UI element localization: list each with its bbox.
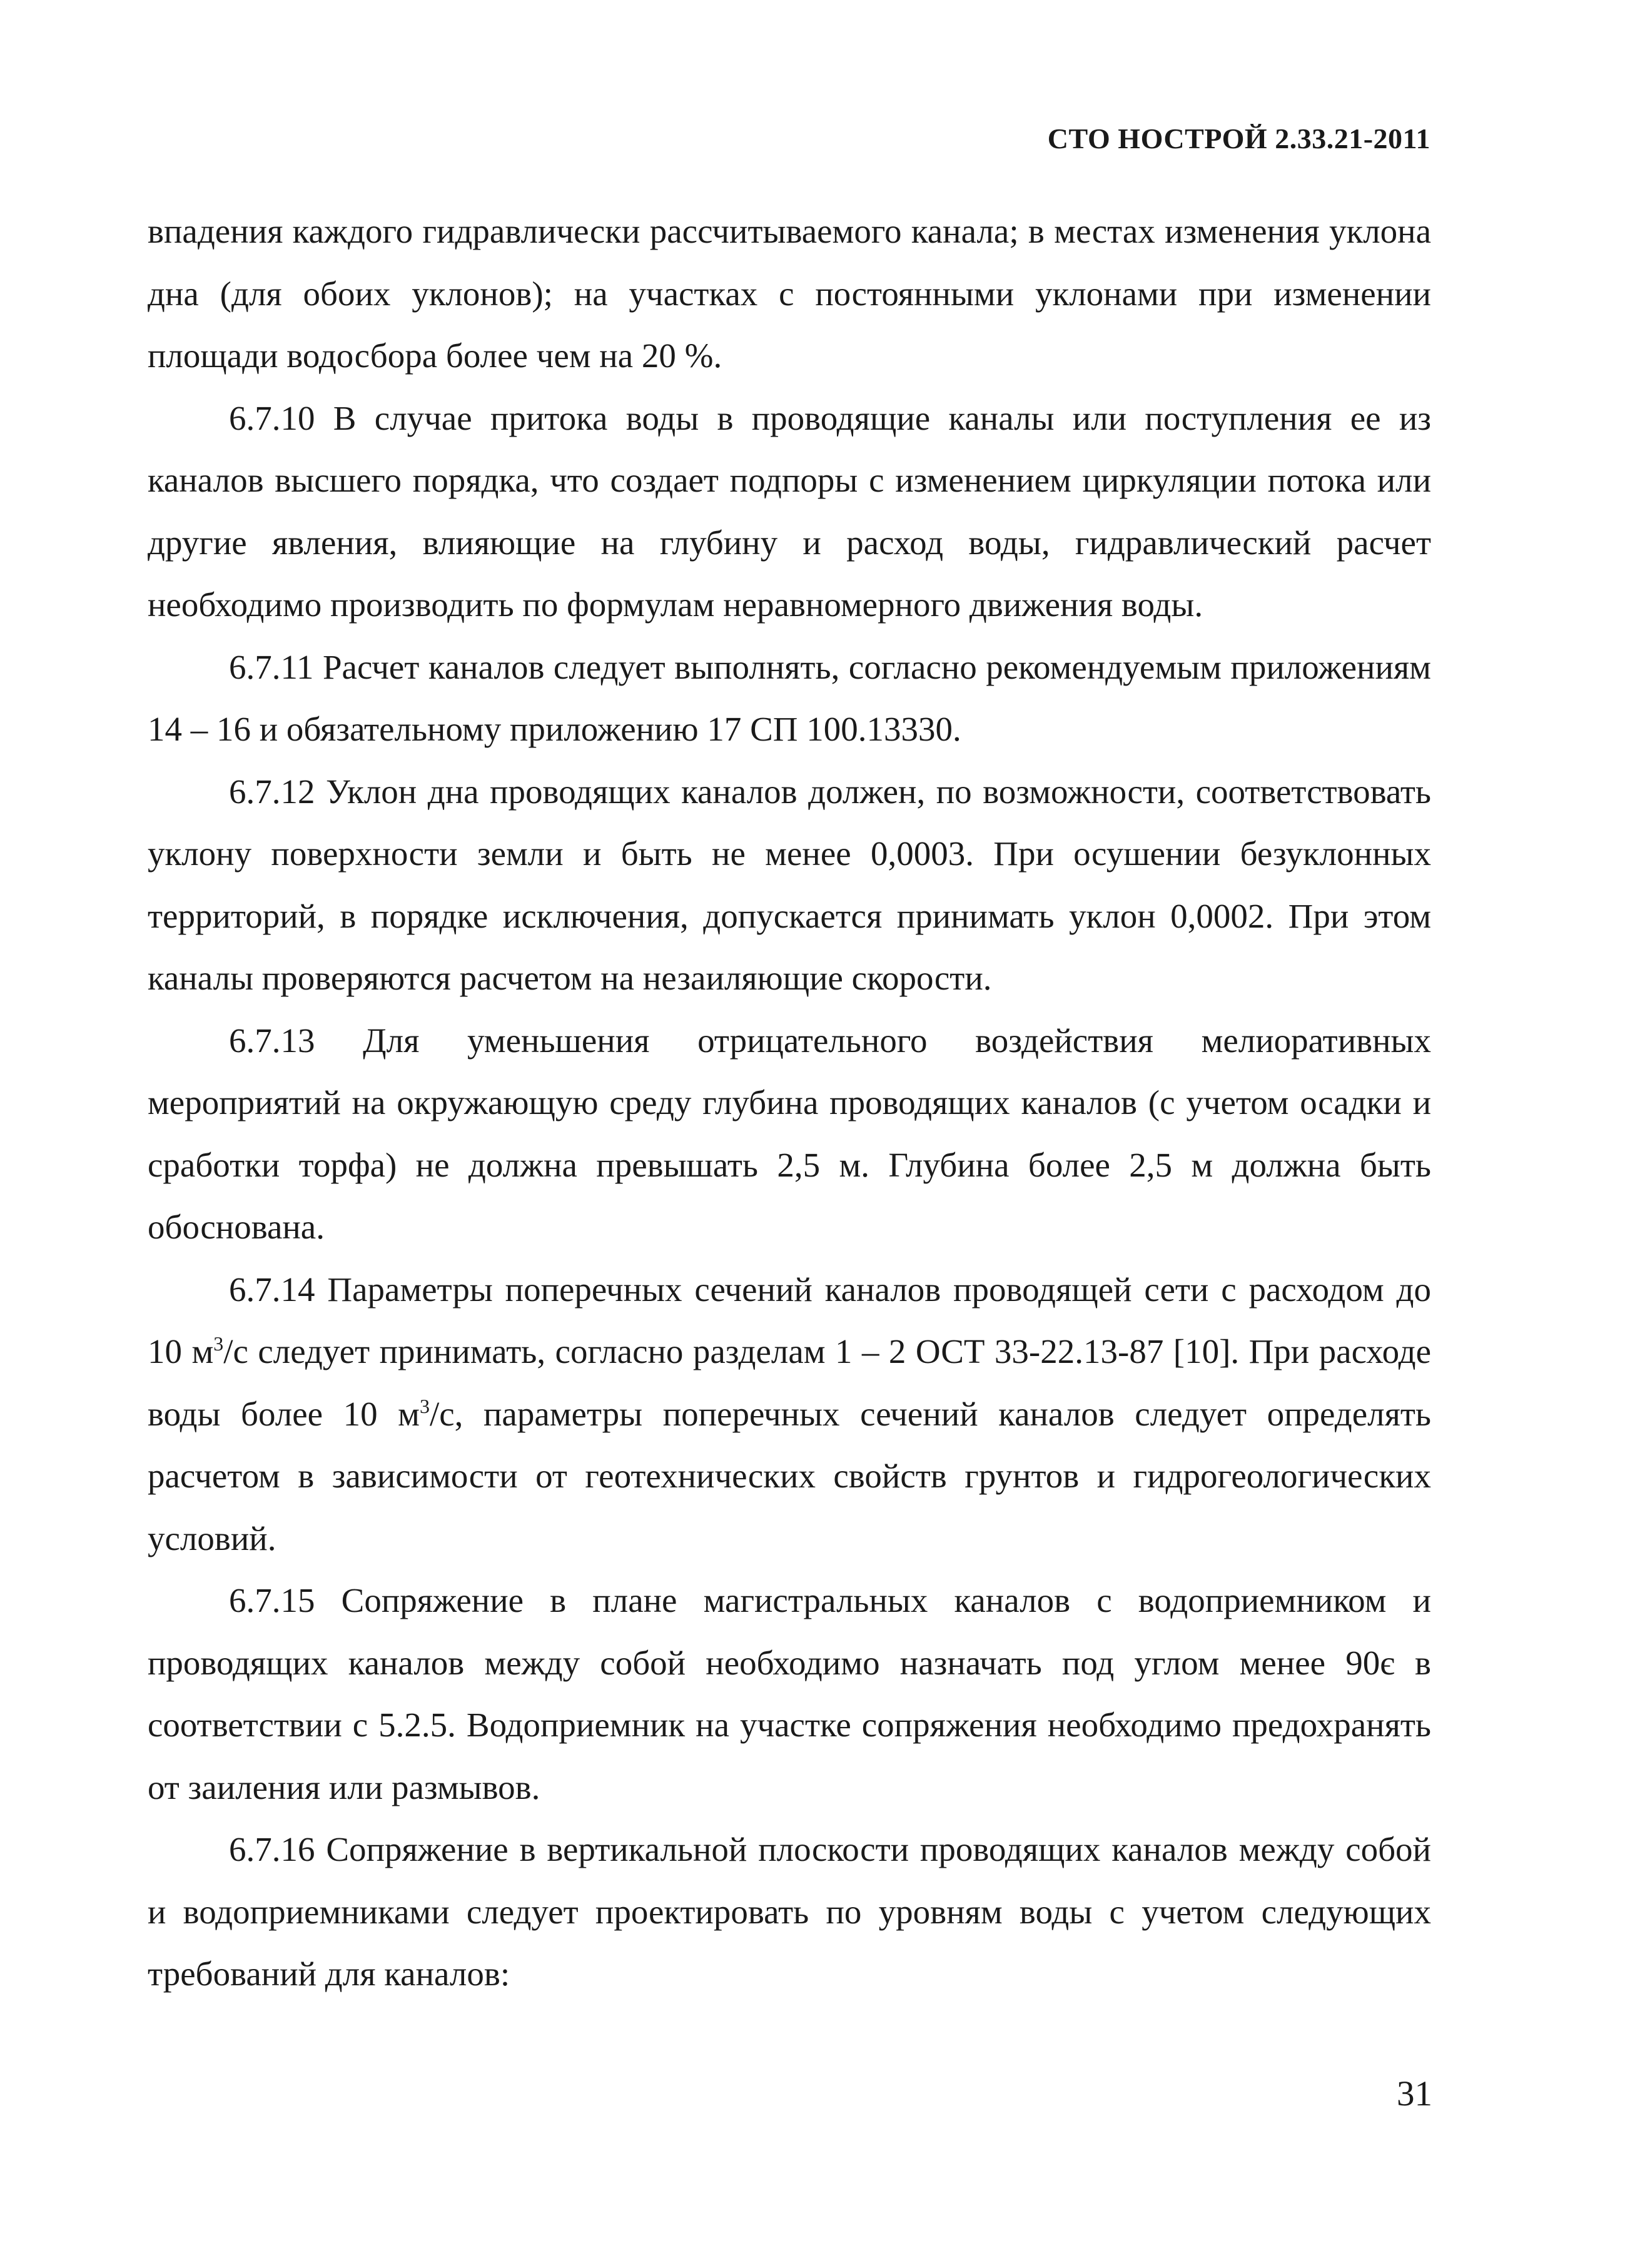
body-text <box>148 200 1431 2005</box>
paragraph-6-7-14-part-2: /с следует принимать, согласно разделам 1 – 2 ОСТ 33-22.13-87 [10]. При расходе воды более 10 м <box>148 1332 1431 1433</box>
superscript-cubed: 3 <box>213 1332 224 1355</box>
page-number: 31 <box>1397 2074 1432 2114</box>
paragraph-6-7-14 <box>148 1258 1431 1570</box>
paragraph-continuation: впадения каждого гидравлически рассчитываемого канала; в местах изменения уклона дна (для обоих уклонов); на участках с постоянными уклонами при изменении площади водосбора более чем на 20 %. <box>148 212 1431 375</box>
paragraph-6-7-12: 6.7.12 Уклон дна проводящих каналов должен, по возможности, соответствовать уклону поверхности земли и быть не менее 0,0003. При осушении безуклонных территорий, в порядке исключения, допускается принимать уклон 0,0002. При этом каналы проверяются расчетом на незаиляющие скорости. <box>148 772 1431 997</box>
paragraph-6-7-11: 6.7.11 Расчет каналов следует выполнять, согласно рекомендуемым приложениям 14 – 16 и обязательному приложению 17 СП 100.13330. <box>148 647 1431 748</box>
paragraph-6-7-14-part-1: 6.7.14 Параметры поперечных сечений каналов проводящей сети с расходом до 10 м <box>148 1270 1431 1370</box>
superscript-cubed: 3 <box>419 1394 430 1417</box>
paragraph-6-7-13: 6.7.13 Для уменьшения отрицательного воздействия мелиоративных мероприятий на окружающую среду глубина проводящих каналов (с учетом осадки и сработки торфа) не должна превышать 2,5 м. Глубина более 2,5 м должна быть обоснована. <box>148 1021 1431 1246</box>
paragraph-6-7-10: 6.7.10 В случае притока воды в проводящие каналы или поступления ее из каналов высшего порядка, что создает подпоры с изменением циркуляции потока или другие явления, влияющие на глубину и расход воды, гидравлический расчет необходимо производить по формулам неравномерного движения воды. <box>148 398 1431 624</box>
paragraph-6-7-14-part-3: /с, параметры поперечных сечений каналов следует определять расчетом в зависимости от геотехнических свойств грунтов и гидрогеологических условий. <box>148 1394 1431 1557</box>
paragraph-6-7-16: 6.7.16 Сопряжение в вертикальной плоскости проводящих каналов между собой и водоприемниками следует проектировать по уровням воды с учетом следующих требований для каналов: <box>148 1830 1431 1993</box>
document-header: СТО НОСТРОЙ 2.33.21-2011 <box>1047 123 1430 154</box>
paragraph-6-7-15: 6.7.15 Сопряжение в плане магистральных каналов с водоприемником и проводящих каналов между собой необходимо назначать под углом менее 90є в соответствии с 5.2.5. Водоприемник на участке сопряжения необходимо предохранять от заиления или размывов. <box>148 1581 1431 1806</box>
